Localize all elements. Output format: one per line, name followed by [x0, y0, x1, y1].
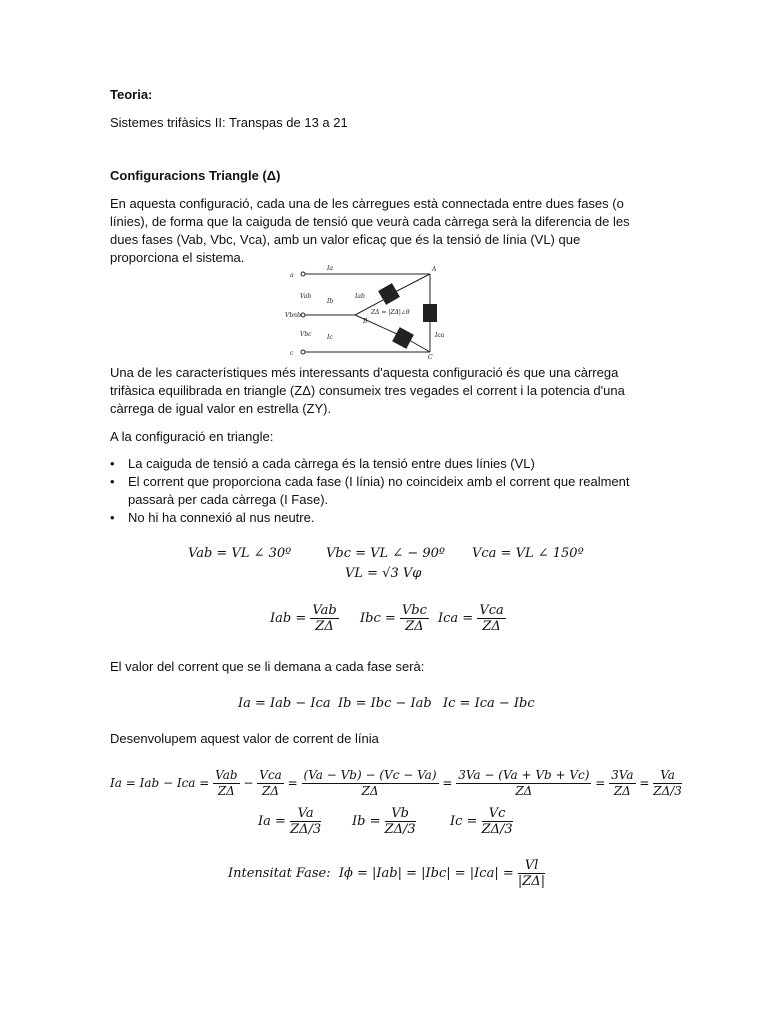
- subtitle: Sistemes trifàsics II: Transpas de 13 a 21: [110, 115, 348, 130]
- diagram-label-ib: Ib: [327, 298, 334, 305]
- impedance-ca: [423, 304, 437, 322]
- diagram-label-node-a: A: [432, 266, 437, 273]
- equation-ibc: Ibc = $\frac{\text{Vbc}}{Z\Delta}$: [360, 603, 427, 634]
- develop-intro: Desenvolupem aquest valor de corrent de línia: [110, 731, 379, 746]
- equation-vl: VL = √3 Vφ: [345, 566, 422, 581]
- equation-ia: Ia = Iab − Ica: [238, 696, 331, 711]
- diagram-label-vab: Vab: [300, 293, 312, 300]
- diagram-label-node-c: C: [428, 354, 433, 360]
- diagram-label-impedance: ZΔ = |ZΔ|∠θ: [371, 309, 410, 316]
- diagram-label-iab: Iab: [355, 293, 365, 300]
- line-current-intro: El valor del corrent que se li demana a cada fase serà:: [110, 659, 425, 674]
- equation-development: Ia = Iab − Ica = $\frac{\text{Vab}}{Z\Delta}$ − $\frac{\text{Vca}}{Z\Delta}$ = $\frac{(Va - Vb) - (Vc - Va)}{Z\Delta}$ = $\frac{3Va - (Va + Vb + Vc)}{Z\Delta}$ = $\frac{3Va}{Z\Delta}$ = $\frac{Va}{Z\Delta/3}$: [110, 768, 682, 798]
- characteristics-paragraph: Una de les característiques més interessants d'aquesta configuració és que una càrrega trifàsica equilibrada en triangle (ZΔ) consumeix tres vegades el corrent i la potencia d'una càrrega de igual valor en estrella (ZY).: [110, 365, 625, 416]
- triangle-intro: A la configuració en triangle:: [110, 429, 274, 444]
- equation-vab: Vab = VL ∠ 30º: [188, 546, 292, 561]
- diagram-label-ica: Ica: [435, 332, 445, 339]
- impedance-bc: [392, 327, 414, 349]
- diagram-label-node-b: B: [363, 318, 368, 325]
- list-item: • El corrent que proporciona cada fase (I línia) no coincideix amb el corrent que realment passarà per cada càrrega (I Fase).: [110, 474, 630, 507]
- list-item: • La caiguda de tensió a cada càrrega és la tensió entre dues línies (VL): [110, 456, 535, 471]
- equation-phase-c: Ic = $\frac{Vc}{Z\Delta/3}$: [450, 806, 513, 837]
- characteristics-list: [110, 455, 670, 527]
- equation-vca: Vca = VL ∠ 150º: [472, 546, 584, 561]
- impedance-ab: [378, 283, 400, 305]
- equation-iab: Iab = $\frac{\text{Vab}}{Z\Delta}$: [270, 603, 337, 634]
- equation-ib: Ib = Ibc − Iab: [338, 696, 432, 711]
- equation-phase-b: Ib = $\frac{Vb}{Z\Delta/3}$: [352, 806, 416, 837]
- equation-intensity-phase: Intensitat Fase: Iϕ = |Iab| = |Ibc| = |Ica| = $\frac{Vl}{|Z\Delta|}$: [228, 858, 546, 889]
- diagram-label-ic: Ic: [327, 334, 333, 341]
- diagram-label-terminal-b: b: [297, 312, 301, 319]
- intro-paragraph: En aquesta configuració, cada una de les càrregues està connectada entre dues fases (o línies), de forma que la caiguda de tensió que veurà cada càrrega serà la diferencia de les dues fases (Vab, Vbc, Vca), amb un valor eficaç que és la tensió de línia (VL) que proporciona el sistema.: [110, 196, 630, 265]
- delta-circuit-diagram: [285, 260, 470, 360]
- section-title: Configuracions Triangle (Δ): [110, 168, 281, 183]
- terminal-c: [301, 350, 305, 354]
- diagram-label-terminal-c: c: [290, 350, 294, 357]
- diagram-label-ia: Ia: [327, 265, 333, 272]
- terminal-b: [301, 313, 305, 317]
- equation-phase-a: Ia = $\frac{Va}{Z\Delta/3}$: [258, 806, 322, 837]
- diagram-label-vbc: Vbc: [300, 331, 312, 338]
- theory-heading: Teoria:: [110, 87, 153, 102]
- list-item: • No hi ha connexió al nus neutre.: [110, 510, 315, 525]
- equation-ica: Ica = $\frac{\text{Vca}}{Z\Delta}$: [438, 603, 504, 634]
- equation-ic: Ic = Ica − Ibc: [443, 696, 535, 711]
- terminal-a: [301, 272, 305, 276]
- diagram-label-terminal-a: a: [290, 272, 294, 279]
- branch-bc-upper-wire: [355, 315, 397, 334]
- branch-ab-upper-wire: [395, 274, 430, 292]
- branch-bc-lower-wire: [409, 340, 430, 352]
- diagram-label-vbn: Vbn: [285, 312, 298, 319]
- equation-vbc: Vbc = VL ∠ − 90º: [326, 546, 446, 561]
